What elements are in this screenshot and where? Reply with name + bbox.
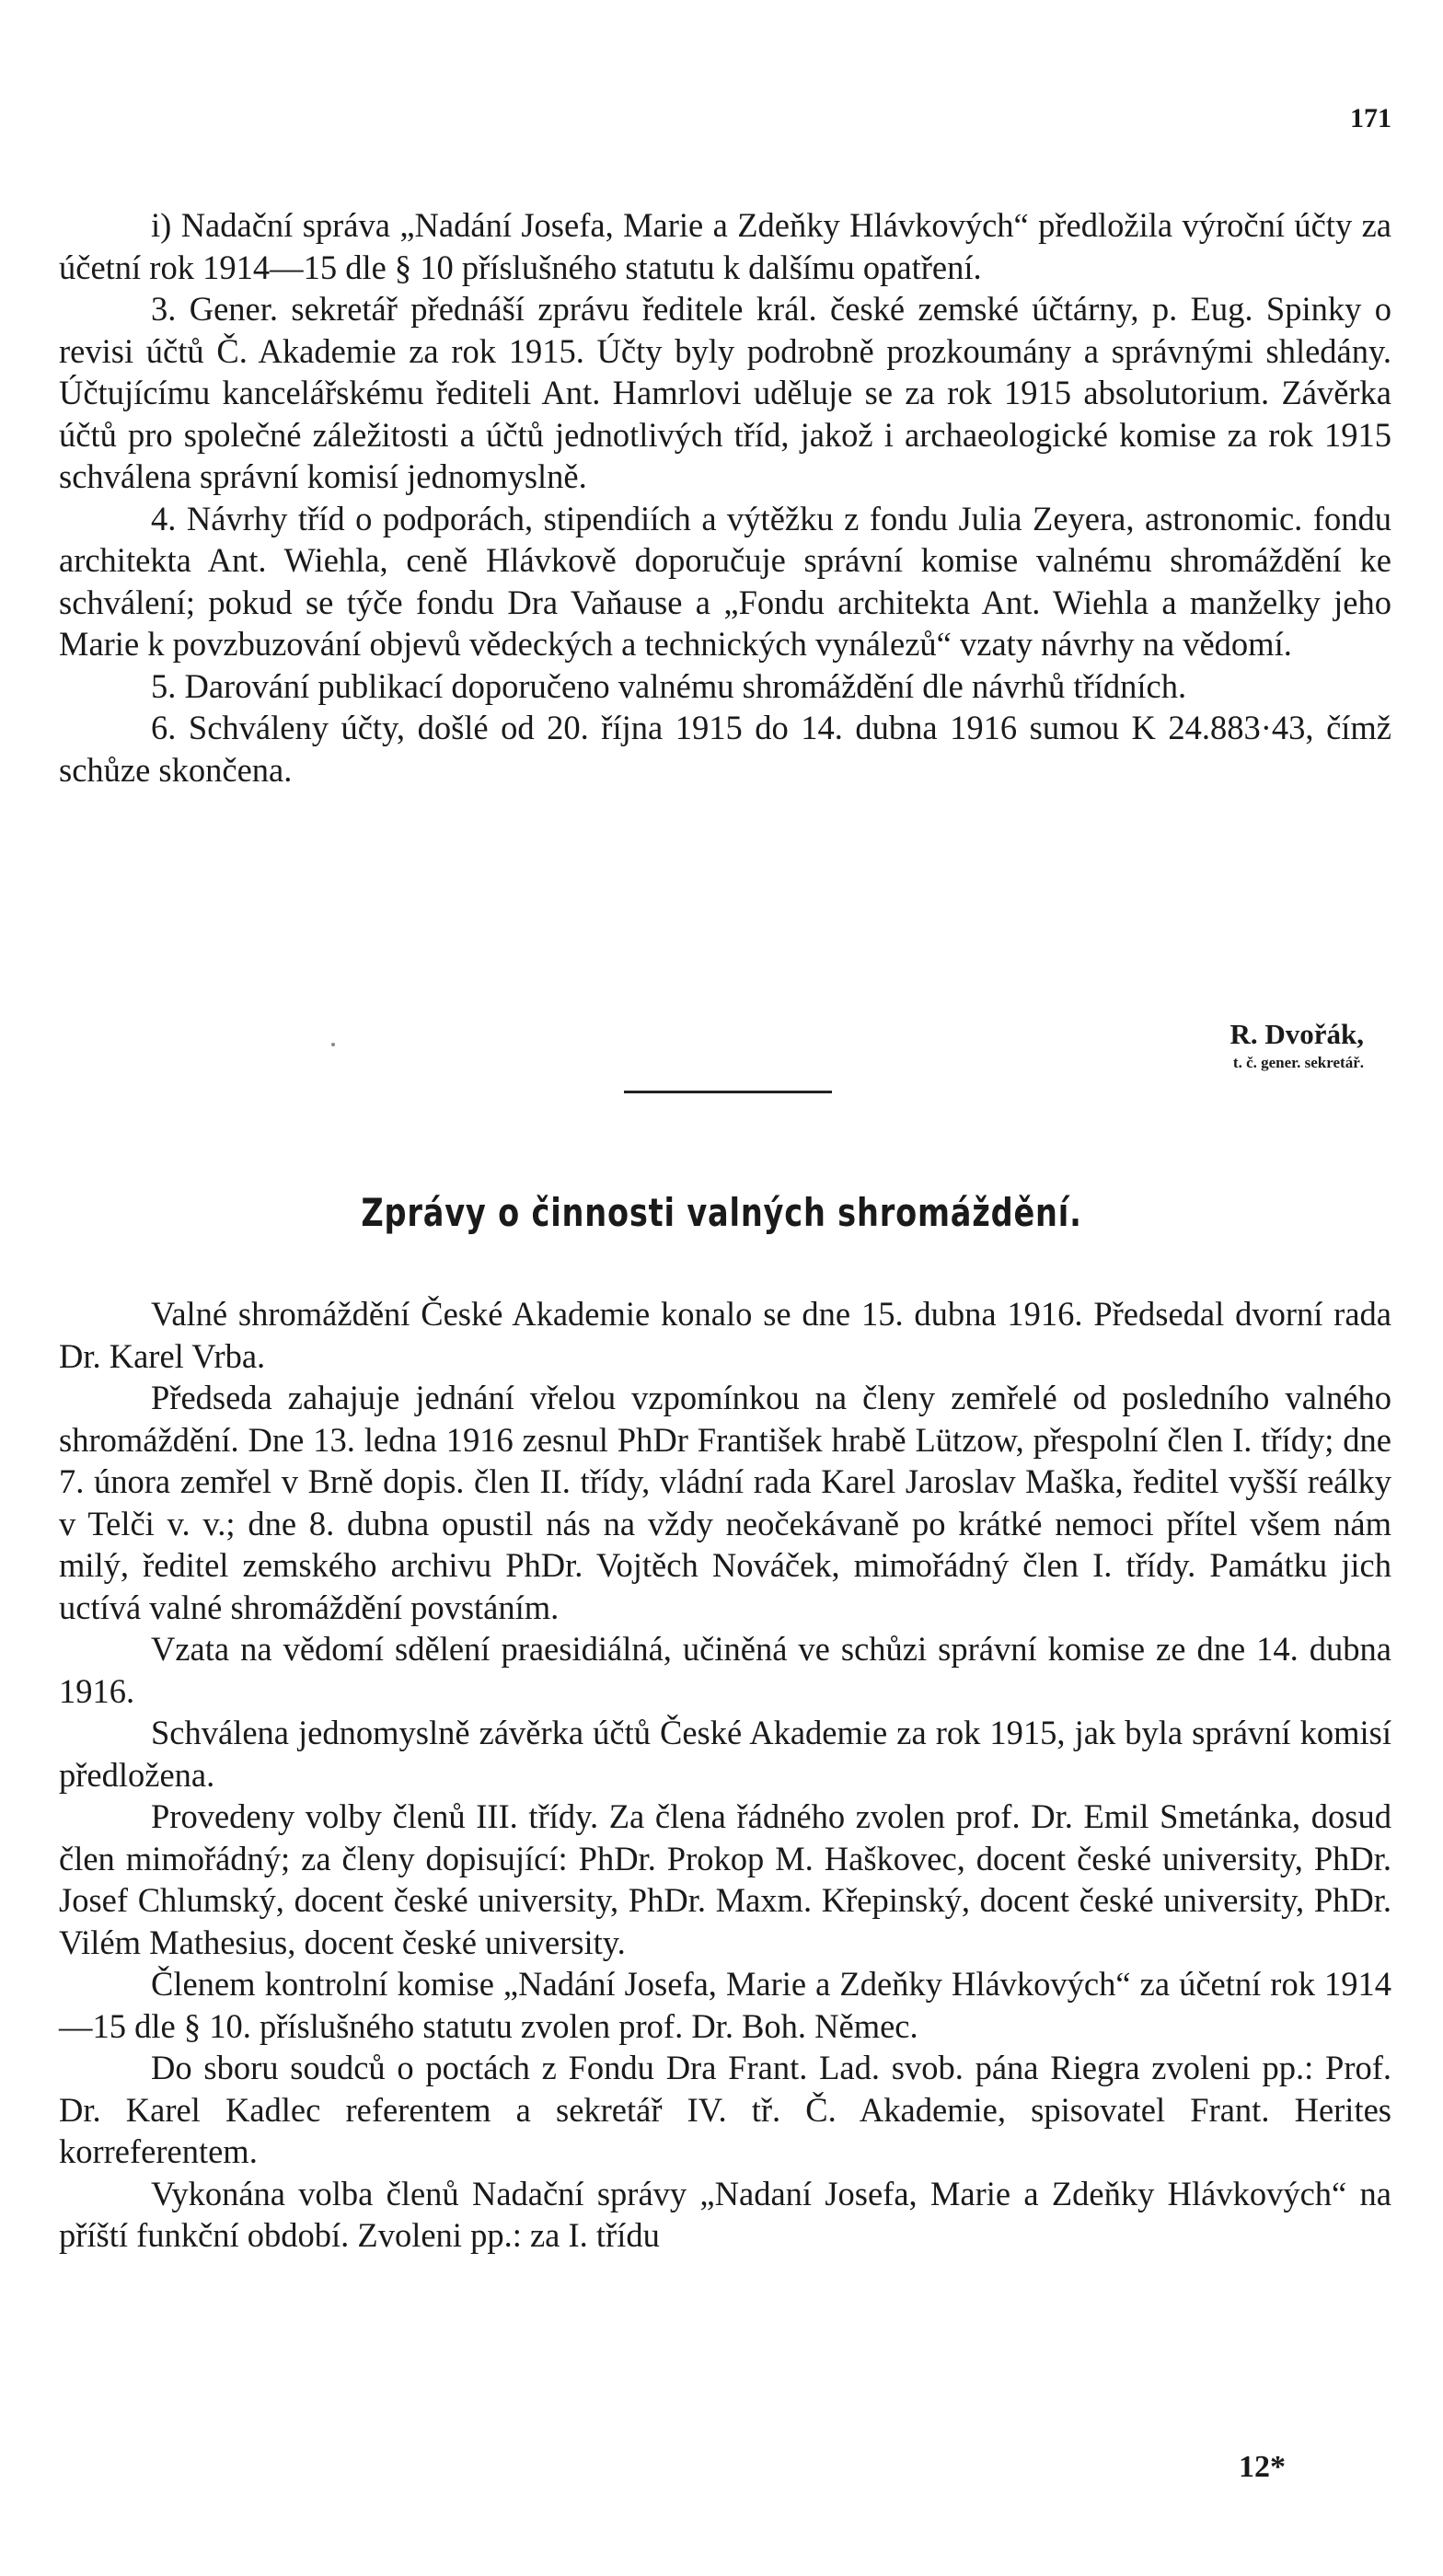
paragraph-riegr-fund-judges: Do sboru soudců o poctách z Fondu Dra Frant. Lad. svob. pána Riegra zvoleni pp.: Prof. Dr. Karel Kadlec referentem a sekretář IV. tř. Č. Akademie, spisovatel Frant. Herites korreferentem. <box>59 2049 1391 2170</box>
signature-title: t. č. gener. sekretář. <box>1232 1054 1364 1071</box>
stray-dot-mark <box>331 1043 335 1046</box>
signature-name: R. Dvořák, <box>1229 1018 1364 1050</box>
printer-signature-mark: 12* <box>1239 2450 1286 2484</box>
paragraph-i-foundation-accounts: i) Nadační správa „Nadání Josefa, Marie a Zdeňky Hlávkových“ předložila výroční účty za účetní rok 1914—15 dle § 10 příslušného statutu k dalšímu opatření. <box>59 206 1391 286</box>
paragraph-3-audit-report: 3. Gener. sekretář přednáší zprávu ředitele král. české zemské účtárny, p. Eug. Spinky o revisi účtů Č. Akademie za rok 1915. Účty byly podrobně prozkoumány a správnými shledány. Účtujícímu kancelářskému řediteli Ant. Hamrlovi uděluje se za rok 1915 absolutorium. Závěrka účtů pro společné záležitosti a účtů jednotlivých tříd, jakož i archaeologické komise za rok 1915 schválena správní komisí jednomyslně. <box>59 290 1391 495</box>
page-number: 171 <box>1350 103 1391 133</box>
secretary-signature <box>1229 1016 1364 1073</box>
section-divider <box>624 1091 832 1093</box>
paragraph-presidial-notice: Vzata na vědomí sdělení praesidiálná, učiněná ve schůzi správní komise ze dne 14. dubna 1916. <box>59 1630 1391 1710</box>
general-assembly-section <box>59 1293 1391 2257</box>
paragraph-memorial: Předseda zahajuje jednání vřelou vzpomínkou na členy zemřelé od posledního valného shromáždění. Dne 13. ledna 1916 zesnul PhDr František hrabě Lützow, přespolní člen I. třídy; dne 7. února zemřel v Brně dopis. člen II. třídy, vládní rada Karel Jaroslav Maška, ředitel vyšší reálky v Telči v. v.; dne 8. dubna opustil nás na vždy neočekávaně po krátké nemoci přítel všem nám milý, ředitel zemského archivu PhDr. Vojtěch Nováček, mimořádný člen I. třídy. Památku jich uctívá valné shromáždění povstáním. <box>59 1379 1391 1626</box>
paragraph-foundation-board-election: Vykonána volba členů Nadační správy „Nadaní Josefa, Marie a Zdeňky Hlávkových“ na příští funkční období. Zvoleni pp.: za I. třídu <box>59 2174 1391 2254</box>
paragraph-assembly-date: Valné shromáždění České Akademie konalo se dne 15. dubna 1916. Předsedal dvorní rada Dr. Karel Vrba. <box>59 1295 1391 1375</box>
paragraph-control-commission: Členem kontrolní komise „Nadání Josefa, Marie a Zdeňky Hlávkových“ za účetní rok 1914—15 dle § 10. příslušného statutu zvolen prof. Dr. Boh. Němec. <box>59 1965 1391 2045</box>
paragraph-4-class-proposals: 4. Návrhy tříd o podporách, stipendiích a výtěžku z fondu Julia Zeyera, astronomic. fondu architekta Ant. Wiehla, ceně Hlávkově doporučuje správní komise valnému shromáždění ke schválení; pokud se týče fondu Dra Vaňause a „Fondu architekta Ant. Wiehla a manželky jeho Marie k povzbuzování objevů vědeckých a technických vynálezů“ vzaty návrhy na vědomí. <box>59 499 1391 663</box>
accounts-report-section <box>59 204 1391 791</box>
paragraph-accounts-approval: Schválena jednomyslně závěrka účtů České Akademie za rok 1915, jak byla správní komisí předložena. <box>59 1714 1391 1794</box>
paragraph-5-publication-donations: 5. Darování publikací doporučeno valnému shromáždění dle návrhů třídních. <box>151 666 1187 705</box>
section-title: Zprávy o činnosti valných shromáždění. <box>361 1190 1082 1235</box>
paragraph-class-iii-elections: Provedeny volby členů III. třídy. Za člena řádného zvolen prof. Dr. Emil Smetánka, dosud člen mimořádný; za členy dopisující: PhDr. Prokop M. Haškovec, docent české university, PhDr. Josef Chlumský, docent české university, PhDr. Maxm. Křepinský, docent české university, PhDr. Vilém Mathesius, docent české university. <box>59 1797 1391 1961</box>
paragraph-6-approved-accounts: 6. Schváleny účty, došlé od 20. října 1915 do 14. dubna 1916 sumou K 24.883·43, čímž schůze skončena. <box>59 709 1391 789</box>
